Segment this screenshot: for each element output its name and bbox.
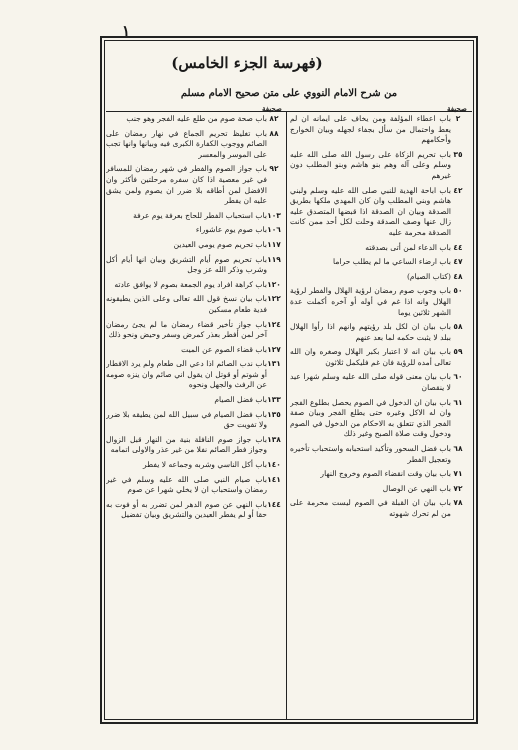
index-entry bbox=[290, 498, 465, 519]
entry-title: باب استحباب الفطر للحاج بعرفة يوم عرفة bbox=[133, 210, 267, 220]
entry-page-number: ١١٩ bbox=[267, 254, 281, 264]
entry-title: باب فضل الصيام bbox=[214, 395, 267, 405]
entry-title: باب جواز تأخير قضاء رمضان ما لم يجئ رمضان آخر لمن أفطر بعذر كمرض وسفر وحيض ونحو ذلك bbox=[106, 319, 267, 340]
entry-title: باب بيان معنى قوله صلى الله عليه وسلم شهرا عيد لا ينقصان bbox=[290, 372, 451, 393]
index-entry bbox=[106, 225, 281, 236]
entry-page-number: ١٣٣ bbox=[267, 395, 281, 405]
entry-title: باب كراهة افراد يوم الجمعة بصوم لا يوافق عادته bbox=[114, 279, 267, 289]
entry-page-number: ٧١ bbox=[453, 469, 463, 479]
entry-page-number: ١٣١ bbox=[267, 359, 281, 369]
entry-page-number: ٦٨ bbox=[453, 444, 463, 454]
index-entry bbox=[290, 444, 465, 465]
entry-page-number: ١٤١ bbox=[267, 474, 281, 484]
entry-title: باب اباحة الهدية للنبي صلى الله عليه وسلم ولبني هاشم وبني المطلب وان كان المهدي ملكها بطريق الصدقة وبيان ان الصدقة اذا قبضها المتصدق عليه زال عنها وصف الصدقة وحلت لكل أحد ممن كانت الصدقة محرمة عليه bbox=[290, 185, 451, 237]
entry-title: باب بيان نسخ قول الله تعالى وعلى الذين يطيقونه فدية طعام مسكين bbox=[106, 294, 267, 314]
entry-page-number: ٦٠ bbox=[453, 372, 463, 382]
entry-page-number: ٩٢ bbox=[269, 164, 279, 174]
entry-page-number: ١٣٨ bbox=[267, 434, 281, 444]
entry-title: باب تغليظ تحريم الجماع في نهار رمضان على الصائم ووجوب الكفارة الكبرى فيه وبيانها وانها تجب على الموسر والمعسر bbox=[106, 128, 267, 159]
entry-title: باب بيان وقت انقضاء الصوم وخروج النهار bbox=[320, 469, 451, 479]
entry-title: باب بيان ان لكل بلد رؤيتهم وانهم اذا رأوا الهلال ببلد لا يثبت حكمه لما بعد عنهم bbox=[290, 322, 451, 342]
entry-title: باب بيان انه لا اعتبار بكبر الهلال وصغره وان الله تعالى أمده للرؤية فان غم فليكمل ثلاثون bbox=[290, 347, 451, 367]
entry-page-number: ١٤٠ bbox=[267, 460, 281, 470]
entry-title: باب النهي عن الوصال bbox=[382, 483, 451, 493]
entry-page-number: ١٢٢ bbox=[267, 294, 281, 304]
index-entry bbox=[106, 211, 281, 222]
entry-title: باب النهي عن صوم الدهر لمن تضرر به أو فوت به حقا أو لم يفطر العيدين والتشريق وبيان تفضيل bbox=[106, 499, 267, 520]
entry-page-number: ١٤٤ bbox=[267, 499, 281, 509]
entry-page-number: ٥٩ bbox=[453, 347, 463, 357]
index-entry bbox=[106, 345, 281, 356]
entry-title: باب بيان ان الدخول في الصوم يحصل بطلوع الفجر وان له الاكل وغيره حتى يطلع الفجر وبيان صفة الفجر الذي تتعلق به الاحكام من الدخول في الصوم ودخول وقت صلاة الصبح وغير ذلك bbox=[290, 397, 451, 439]
entry-title: باب صوم يوم عاشوراء bbox=[195, 225, 267, 235]
entry-title: باب فضل الصيام في سبيل الله لمن يطيقه بلا ضرر ولا تفويت حق bbox=[106, 409, 267, 430]
entry-page-number: ١٢٤ bbox=[267, 319, 281, 329]
column-divider bbox=[286, 111, 287, 720]
index-entry bbox=[106, 164, 281, 206]
entry-page-number: ٦١ bbox=[453, 397, 463, 407]
column-header-right: صحيفة bbox=[447, 104, 467, 113]
index-entry bbox=[106, 114, 281, 125]
index-entry bbox=[106, 255, 281, 276]
index-entry bbox=[106, 460, 281, 471]
index-subtitle: من شرح الامام النووي على متن صحيح الامام مسلم bbox=[180, 88, 398, 99]
entry-page-number: ٤٢ bbox=[453, 185, 463, 195]
entry-title: باب جواز صوم النافلة بنية من النهار قبل الزوال وجواز فطر الصائم نفلا من غير عذر والاولى اتمامه bbox=[106, 434, 267, 455]
index-entry bbox=[106, 294, 281, 315]
index-entry bbox=[106, 359, 281, 391]
index-entry bbox=[106, 395, 281, 406]
entry-page-number: ٨٢ bbox=[269, 114, 279, 123]
column-header-left: صحيفة bbox=[262, 104, 282, 113]
entry-page-number: ٤٧ bbox=[453, 257, 463, 267]
index-entry bbox=[106, 500, 281, 521]
entry-page-number: ١١٧ bbox=[267, 239, 281, 249]
entry-title: باب اعطاء المؤلفة ومن يخاف على ايمانه ان لم يعط واحتمال من سأل بجفاء لجهله وبيان الخوارج وأحكامهم bbox=[290, 114, 451, 145]
index-entry bbox=[290, 186, 465, 239]
entry-page-number: ١٣٥ bbox=[267, 409, 281, 419]
page-number: ١ bbox=[122, 22, 131, 40]
entry-page-number: ٤٨ bbox=[453, 271, 463, 281]
entry-page-number: ١٢٧ bbox=[267, 344, 281, 354]
entry-page-number: ٥٠ bbox=[453, 286, 463, 296]
index-entry bbox=[106, 435, 281, 456]
entry-page-number: ٥٨ bbox=[453, 322, 463, 332]
entry-page-number: ٣٥ bbox=[453, 149, 463, 159]
entry-title: (كتاب الصيام) bbox=[406, 271, 451, 281]
header-rule bbox=[106, 111, 472, 112]
index-entry bbox=[106, 129, 281, 161]
entry-title: باب ارضاء الساعي ما لم يطلب حراما bbox=[333, 257, 451, 267]
entry-page-number: ٧٢ bbox=[453, 483, 463, 493]
index-entry bbox=[290, 347, 465, 368]
index-entry bbox=[290, 484, 465, 495]
index-entry bbox=[106, 280, 281, 291]
entry-page-number: ٨٨ bbox=[269, 128, 279, 138]
index-entry bbox=[106, 320, 281, 341]
index-entry bbox=[106, 240, 281, 251]
entry-title: باب تحريم صوم يومي العيدين bbox=[173, 239, 267, 249]
index-entry bbox=[290, 372, 465, 393]
entry-title: باب أكل الناسي وشربه وجماعه لا يفطر bbox=[142, 460, 267, 470]
index-entry bbox=[290, 272, 465, 283]
index-title: (فهرسة الجزء الخامس) bbox=[171, 54, 323, 72]
title-wrap bbox=[0, 54, 518, 72]
index-entry bbox=[290, 469, 465, 480]
index-entry bbox=[106, 410, 281, 431]
entry-title: باب وجوب صوم رمضان لرؤية الهلال والفطر لرؤية الهلال وانه اذا غم في أوله أو آخره أكملت عدة الشهر ثلاثين يوما bbox=[290, 286, 451, 317]
index-entry bbox=[106, 475, 281, 496]
entry-page-number: ٤٤ bbox=[453, 242, 463, 252]
index-entry bbox=[290, 322, 465, 343]
entry-title: باب قضاء الصوم عن الميت bbox=[181, 344, 267, 354]
entry-page-number: ١٢٠ bbox=[267, 279, 281, 289]
index-entry bbox=[290, 286, 465, 318]
entry-page-number: ٧٨ bbox=[453, 498, 463, 508]
right-column bbox=[290, 114, 465, 720]
index-entry bbox=[290, 398, 465, 440]
entry-title: باب جواز الصوم والفطر في شهر رمضان للمسافر في غير معصية اذا كان سفره مرحلتين فأكثر وان الافضل لمن أطاقه بلا ضرر ان يصوم ولمن يشق عليه ان يفطر bbox=[106, 164, 267, 206]
index-entry bbox=[290, 114, 465, 146]
index-entry bbox=[290, 257, 465, 268]
entry-title: باب الدعاء لمن أتى بصدقته bbox=[365, 242, 451, 252]
entry-title: باب ندب الصائم اذا دعي الى طعام ولم يرد الافطار أو شوتم أو قوتل ان يقول اني صائم وان ينزه صومه عن الرفث والجهل ونحوه bbox=[106, 359, 267, 390]
index-entry bbox=[290, 150, 465, 182]
entry-title: باب صيام النبي صلى الله عليه وسلم في غير رمضان واستحباب ان لا يخلي شهرا عن صوم bbox=[106, 474, 267, 495]
entry-page-number: ١٠٦ bbox=[267, 225, 281, 235]
entry-title: باب تحريم الزكاة على رسول الله صلى الله عليه وسلم وعلى آله وهم بنو هاشم وبنو المطلب دون غيرهم bbox=[290, 149, 451, 180]
entry-page-number: ١٠٣ bbox=[267, 210, 281, 220]
entry-page-number: ٢ bbox=[455, 114, 461, 123]
entry-title: باب فضل السحور وتأكيد استحبابه واستحباب تأخيره وتعجيل الفطر bbox=[290, 444, 451, 464]
entry-title: باب صحة صوم من طلع عليه الفجر وهو جنب bbox=[126, 114, 267, 123]
left-column bbox=[106, 114, 281, 720]
index-entry bbox=[290, 243, 465, 254]
entry-title: باب بيان ان القبلة في الصوم ليست محرمة على من لم تحرك شهوته bbox=[290, 498, 451, 518]
entry-title: باب تحريم صوم أيام التشريق وبيان انها أيام أكل وشرب وذكر الله عز وجل bbox=[106, 254, 267, 275]
